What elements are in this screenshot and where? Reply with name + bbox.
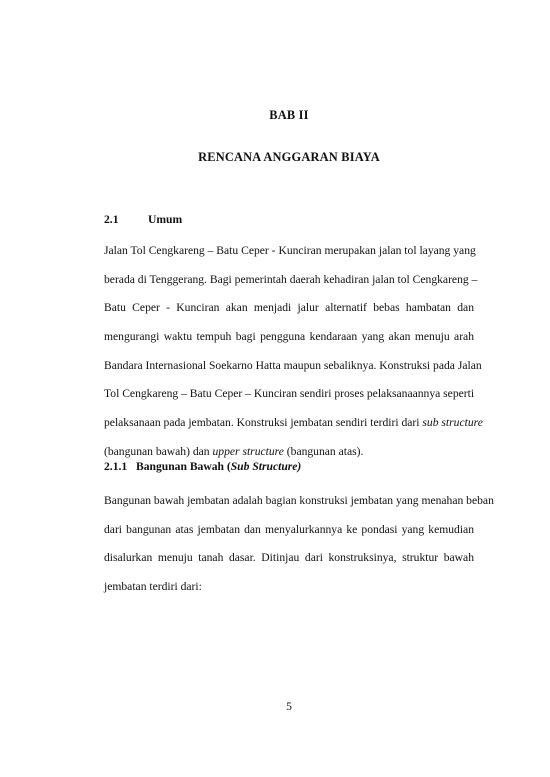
subsection-title-italic: Sub Structure) <box>230 460 302 473</box>
line-text: pelaksanaan pada jembatan. Konstruksi jembatan sendiri terdiri dari <box>104 416 420 430</box>
paragraph-line: jembatan terdiri dari: <box>104 580 202 594</box>
paragraph-line: Bandara Internasional Soekarno Hatta maupun sebaliknya. Konstruksi pada Jalan <box>104 358 482 372</box>
section-number: 2.1 <box>104 213 119 226</box>
line-text: (bangunan atas). <box>283 444 364 458</box>
paragraph-umum <box>104 237 483 467</box>
page-number: 5 <box>286 700 292 713</box>
paragraph-line: dari bangunan atas jembatan dan menyalurkannya ke pondasi yang kemudian <box>104 522 474 536</box>
subsection-number: 2.1.1 <box>104 460 128 473</box>
paragraph-line: mengurangi waktu tempuh bagi pengguna kendaraan yang akan menuju arah <box>104 330 474 344</box>
paragraph-line <box>104 409 483 438</box>
paragraph-bangunan-bawah <box>104 487 494 602</box>
paragraph-line: Batu Ceper - Kunciran akan menjadi jalur alternatif bebas hambatan dan <box>104 301 474 315</box>
subsection-title: Bangunan Bawah ( <box>136 460 231 473</box>
paragraph-line: berada di Tenggerang. Bagi pemerintah daerah kehadiran jalan tol Cengkareng – <box>104 272 478 286</box>
section-title: Umum <box>148 213 183 226</box>
paragraph-line: disalurkan menuju tanah dasar. Ditinjau dari konstruksinya, struktur bawah <box>104 551 474 565</box>
paragraph-line: Bangunan bawah jembatan adalah bagian konstruksi jembatan yang menahan beban <box>104 494 494 507</box>
line-text: (bangunan bawah) dan <box>104 444 213 458</box>
chapter-subtitle: RENCANA ANGGARAN BIAYA <box>198 150 380 164</box>
paragraph-line: Jalan Tol Cengkareng – Batu Ceper - Kunciran merupakan jalan tol layang yang <box>104 244 476 257</box>
chapter-title: BAB II <box>269 108 309 122</box>
paragraph-line: Tol Cengkareng – Batu Ceper – Kunciran sendiri proses pelaksanaannya seperti <box>104 387 475 401</box>
subsection-heading-bangunan-bawah <box>104 460 301 473</box>
italic-term: upper structure <box>212 444 284 458</box>
italic-term: sub structure <box>422 416 483 430</box>
section-heading-umum <box>104 213 182 226</box>
